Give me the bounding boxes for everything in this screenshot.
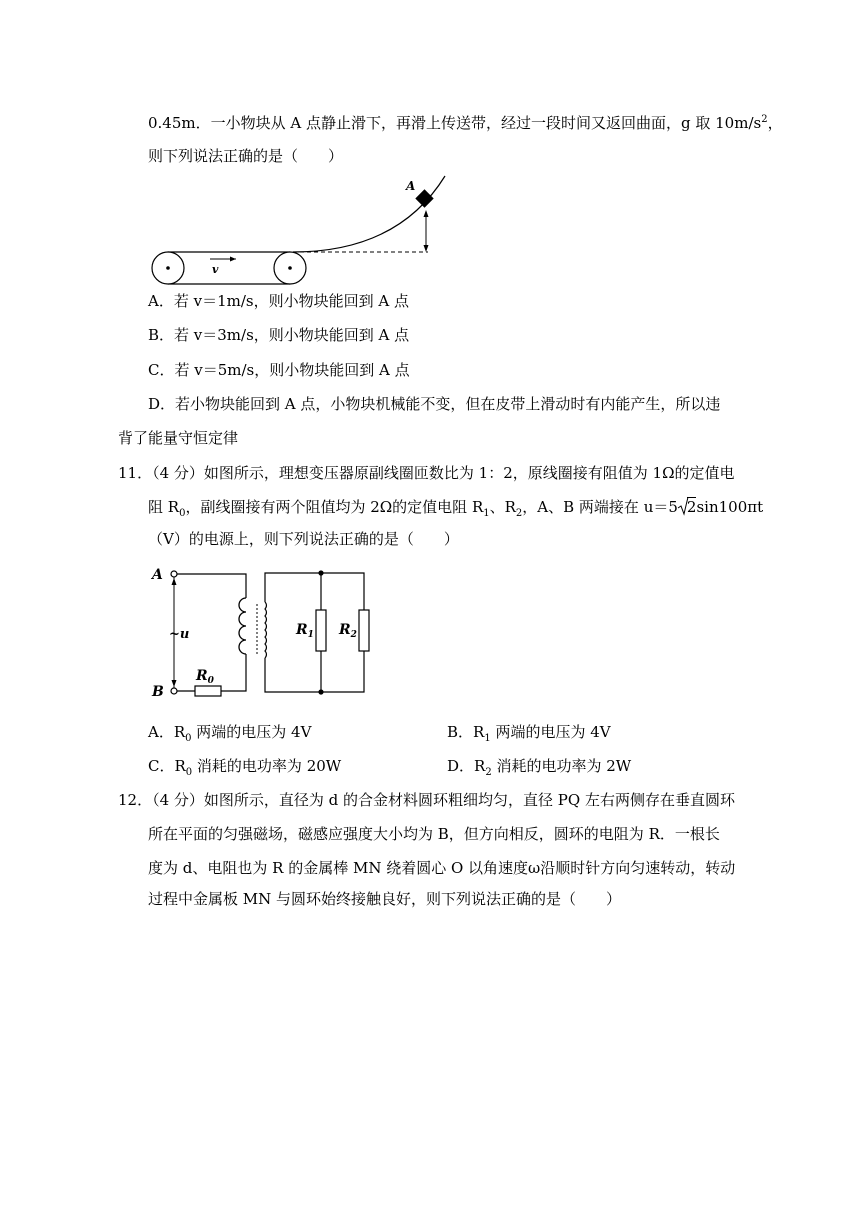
q11-text-line-2: 阻 $R_0$，副线圈接有两个阻值均为 2Ω的定值电阻 $R_1$、$R_2$，A、B 两端接在 u＝5 2sin100πt xyxy=(148,498,764,519)
secondary-coil xyxy=(265,602,266,658)
left-pulley-axle xyxy=(166,266,170,270)
q11-option-c: C．$R_0$ 消耗的电功率为 20W xyxy=(148,757,342,778)
terminal-b-label: B xyxy=(152,684,164,700)
q10-option-a: A．若 v＝1m/s，则小物块能回到 A 点 xyxy=(148,292,409,310)
height-arrowhead-up xyxy=(424,210,429,217)
r0-label: $R_0$ xyxy=(196,668,214,686)
right-pulley-axle xyxy=(288,266,292,270)
q10-option-d-continued: 背了能量守恒定律 xyxy=(118,429,239,447)
secondary-top-wire xyxy=(265,573,364,610)
q11-text-line-3: （V）的电源上，则下列说法正确的是（ ） xyxy=(148,530,459,548)
curved-slope xyxy=(293,176,445,252)
r2-label: $R_2$ xyxy=(339,622,357,640)
primary-top-wire xyxy=(177,574,246,598)
block-a xyxy=(415,189,433,207)
q10-option-d: D．若小物块能回到 A 点，小物块机械能不变，但在皮带上滑动时有内能产生，所以违 xyxy=(148,395,721,413)
q12-text-line-1: 12．（4 分）如图所示，直径为 d 的合金材料圆环粗细均匀，直径 PQ 左右两侧存在垂直圆环 xyxy=(118,791,735,809)
radical-sign xyxy=(678,496,688,516)
point-a-label: A xyxy=(406,179,416,193)
q11-option-a: A．$R_0$ 两端的电压为 4V xyxy=(148,723,312,744)
resistor-r0 xyxy=(195,686,221,696)
transformer-circuit-figure xyxy=(150,562,385,702)
velocity-arrowhead xyxy=(230,257,236,262)
velocity-label: v xyxy=(212,263,219,276)
source-arrow-up xyxy=(172,578,177,585)
primary-bottom-wire xyxy=(241,654,246,691)
sqrt-symbol: 2 xyxy=(678,497,697,517)
q12-text-line-2: 所在平面的匀强磁场，磁感应强度大小均为 B，但方向相反，圆环的电阻为 R．一根长 xyxy=(148,825,720,843)
resistor-r2 xyxy=(359,610,369,651)
r1-label: $R_1$ xyxy=(296,622,314,640)
source-u-label: ~u xyxy=(169,627,190,642)
terminal-a xyxy=(171,571,177,577)
height-arrowhead-down xyxy=(424,245,429,252)
q10-option-c: C．若 v＝5m/s，则小物块能回到 A 点 xyxy=(148,361,410,379)
q10-text-line-2: 则下列说法正确的是（ ） xyxy=(148,147,344,165)
source-arrow-down xyxy=(172,680,177,687)
primary-coil xyxy=(239,598,246,654)
junction-bottom xyxy=(318,689,323,694)
terminal-a-label: A xyxy=(152,567,163,583)
q11-text-line-1: 11．（4 分）如图所示，理想变压器原副线圈匝数比为 1：2，原线圈接有阻值为 1Ω的定值电 xyxy=(118,464,735,482)
terminal-b xyxy=(171,688,177,694)
q12-text-line-3: 度为 d、电阻也为 R 的金属棒 MN 绕着圆心 O 以角速度ω沿顺时针方向匀速转动，转动 xyxy=(148,859,736,877)
secondary-bottom-wire xyxy=(265,651,364,692)
q10-option-b: B．若 v＝3m/s，则小物块能回到 A 点 xyxy=(148,326,410,344)
q12-text-line-4: 过程中金属板 MN 与圆环始终接触良好，则下列说法正确的是（ ） xyxy=(148,890,622,908)
junction-top xyxy=(318,570,323,575)
q11-option-d: D．$R_2$ 消耗的电功率为 2W xyxy=(447,757,632,778)
resistor-r1 xyxy=(316,610,326,651)
conveyor-belt-figure xyxy=(148,170,458,290)
q11-option-b: B．$R_1$ 两端的电压为 4V xyxy=(447,723,611,744)
q10-text-line-1: 0.45m．一小物块从 A 点静止滑下，再滑上传送带，经过一段时间又返回曲面，g 取 $10m/s^2$， xyxy=(148,114,783,132)
